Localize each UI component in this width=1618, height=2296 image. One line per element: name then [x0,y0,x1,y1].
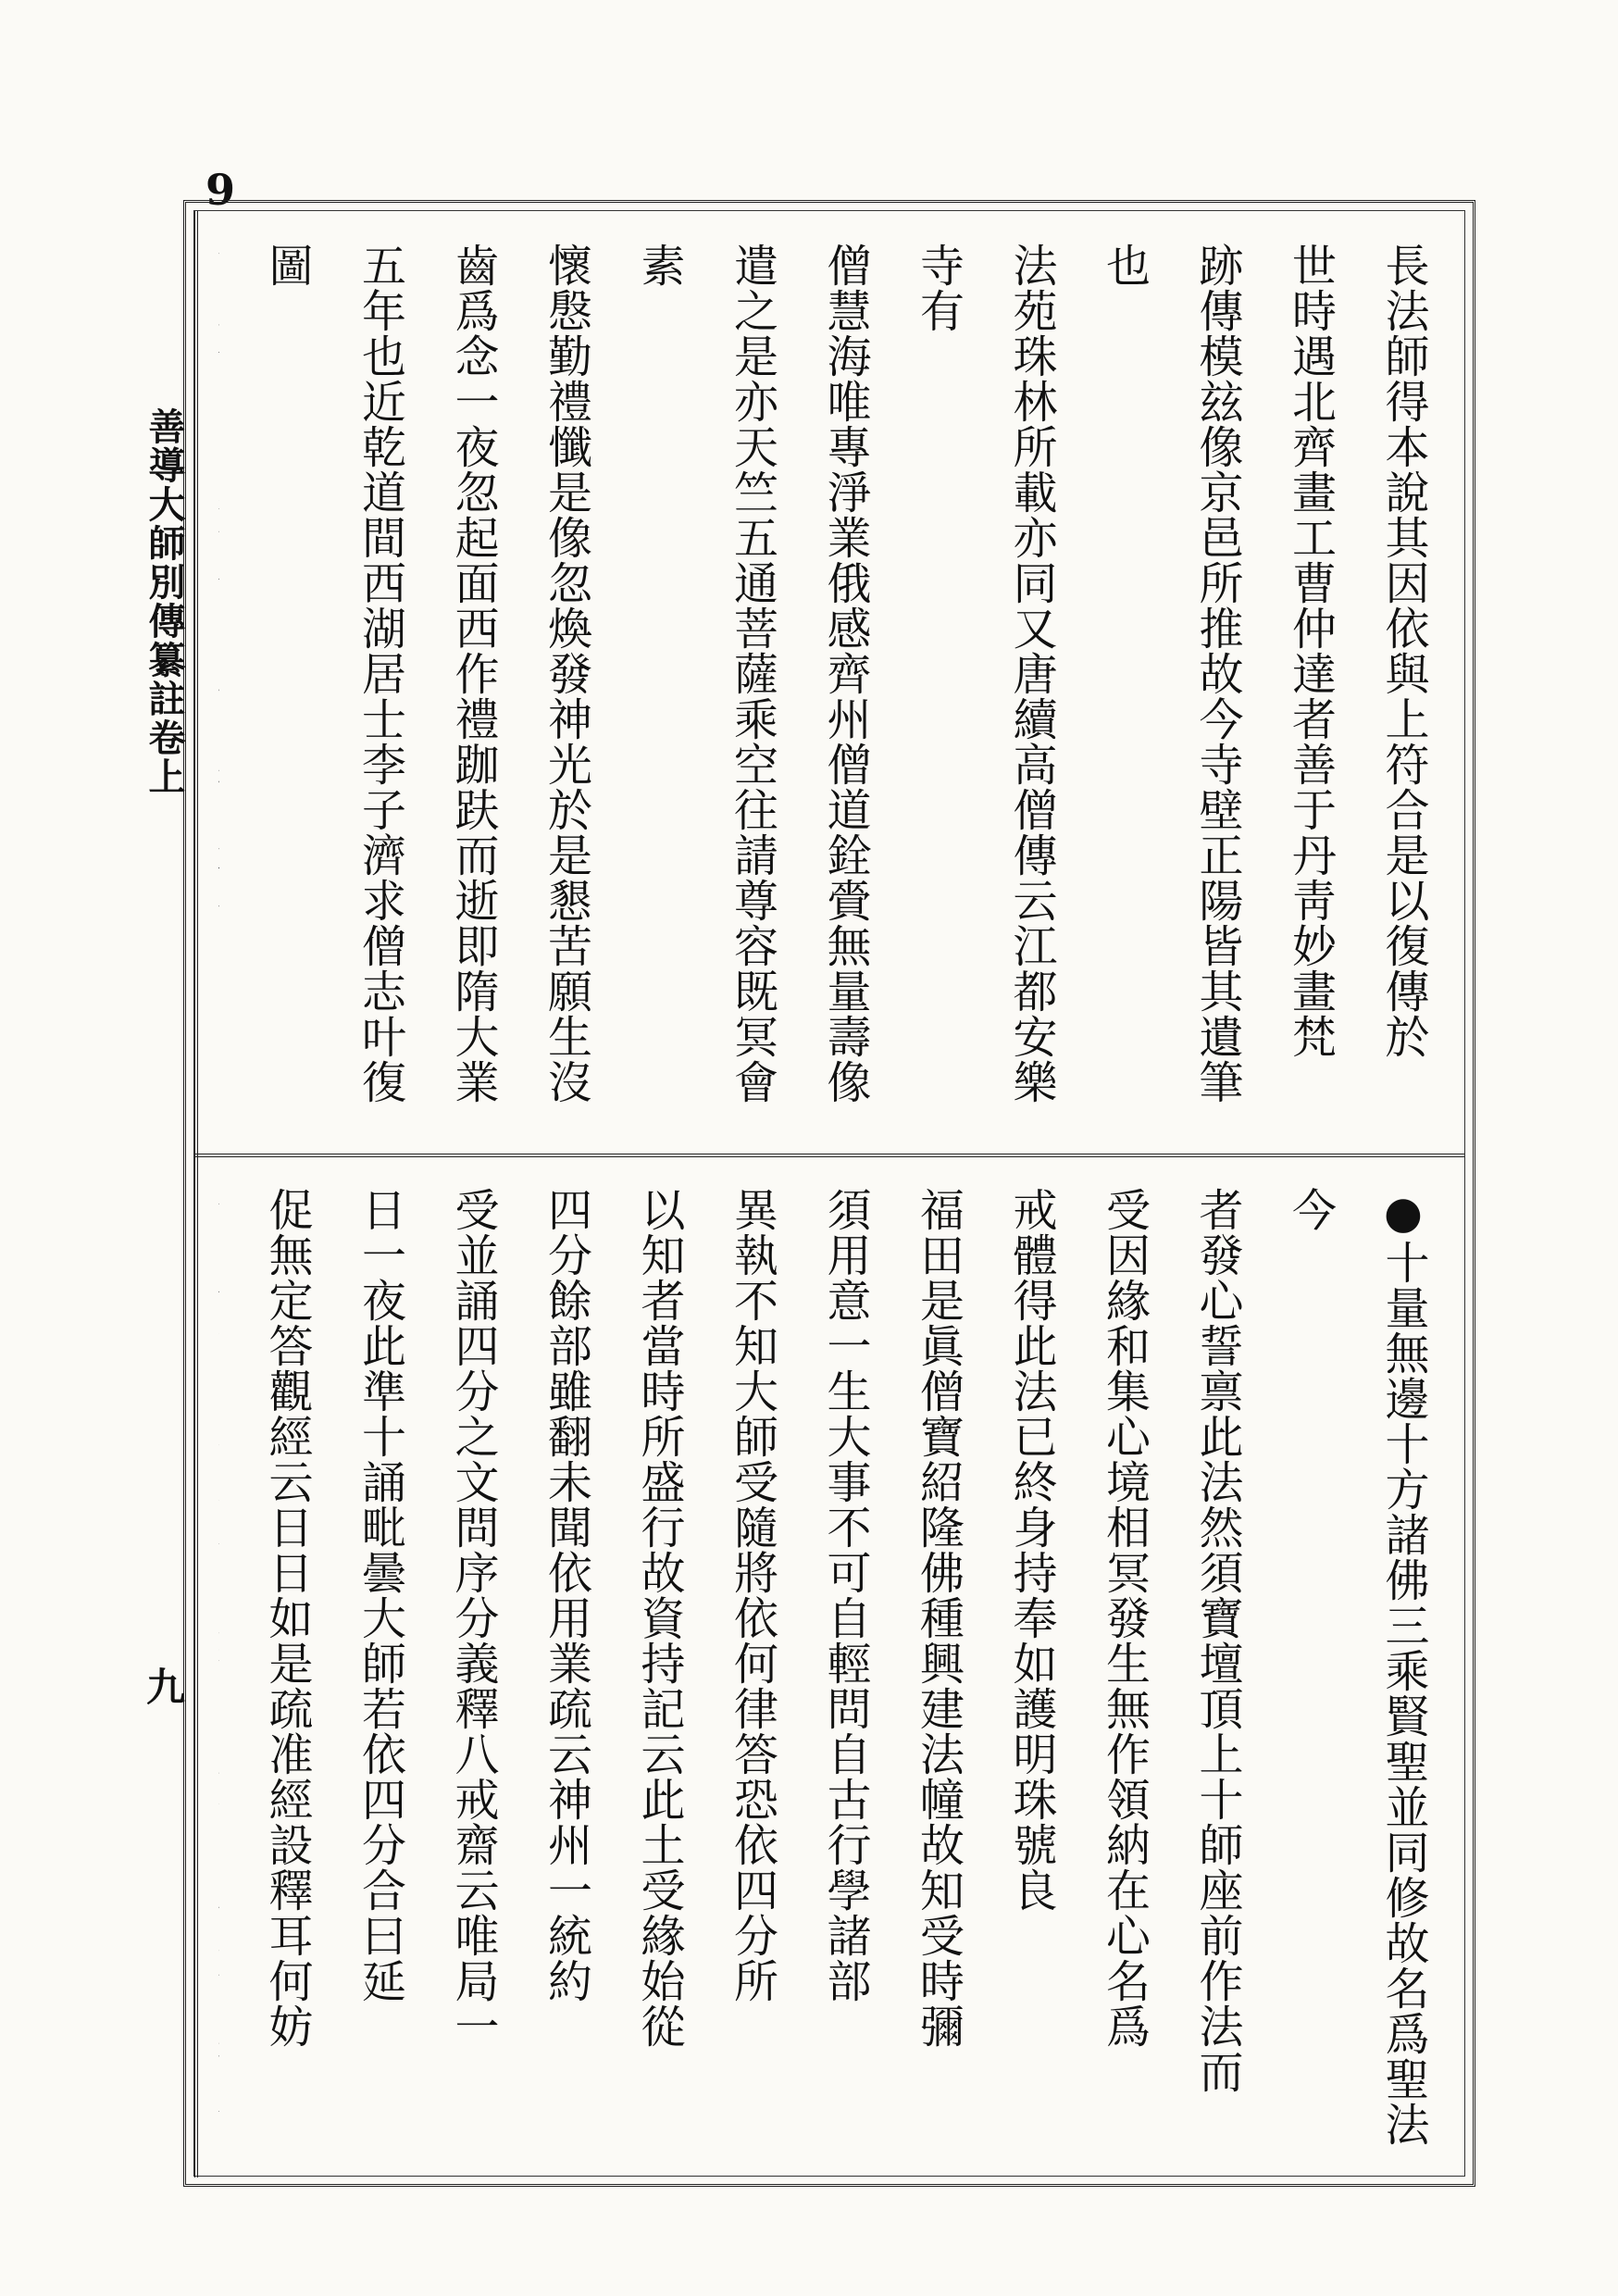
text-line: 世時遇北齊畫工曹仲達者善于丹靑妙畫梵 [1284,243,1337,1059]
text-line: 四分餘部雖翻未聞依用業疏云神州一統約 [540,1187,592,2003]
text-line: 受並誦四分之文問序分義釋八戒齋云唯局一 [447,1187,499,2049]
page-number: 9 [205,165,236,215]
text-line: 遣之是亦天竺五通菩薩乘空往請尊容既冥會素 [633,243,778,1104]
text-line: 齒爲念一夜忽起面西作禮跏趺而逝即隋大業 [447,243,499,1104]
text-line: 促無定答觀經云日日如是疏准經設釋耳何妨 [261,1187,313,2049]
text-line: 跡傳模玆像京邑所推故今寺壁正陽皆其遺筆也 [1098,243,1243,1104]
horizontal-divider [194,1154,1464,1157]
text-line: ●十量無邊十方諸佛三乘賢聖並同修故名爲聖法今 [1284,1187,1429,2147]
text-line [218,1187,241,2155]
upper-text-block [218,243,1450,1131]
page-number-kanji: 九 [141,1666,186,1705]
frame-left-rule [194,211,198,2177]
text-line: 日一夜此準十誦毗曇大師若依四分合曰延 [354,1187,406,2003]
text-line: 僧慧海唯專淨業俄感齊州僧道銓賫無量壽像 [819,243,871,1104]
text-line: 福田是眞僧寶紹隆佛種興建法幢故知受時彌 [912,1187,965,2049]
text-line: 五年也近乾道間西湖居士李子濟求僧志叶復圖 [261,243,406,1104]
text-line [218,243,241,1131]
text-line: 法苑珠林所載亦同又唐續高僧傳云江都安樂寺有 [912,243,1057,1104]
text-line: 須用意一生大事不可自輕問自古行學諸部 [819,1187,871,2003]
running-title: 善導大師別傳纂註卷上 [143,407,186,796]
text-line: 長法師得本說其因依與上符合是以復傳於 [1377,243,1429,1059]
text-line: 受因緣和集心境相冥發生無作領納在心名爲 [1098,1187,1151,2049]
lower-text-block [218,1187,1450,2155]
text-line: 以知者當時所盛行故資持記云此土受緣始從 [633,1187,685,2049]
text-line: 懷慇勤禮懺是像忽煥發神光於是懇苦願生沒 [540,243,592,1104]
text-line: 異執不知大師受隨將依何律答恐依四分所 [726,1187,778,2003]
text-line: 戒體得此法已終身持奉如護明珠號良 [1005,1187,1057,1913]
text-line: 者發心誓禀此法然須寶壇頂上十師座前作法而 [1191,1187,1243,2094]
